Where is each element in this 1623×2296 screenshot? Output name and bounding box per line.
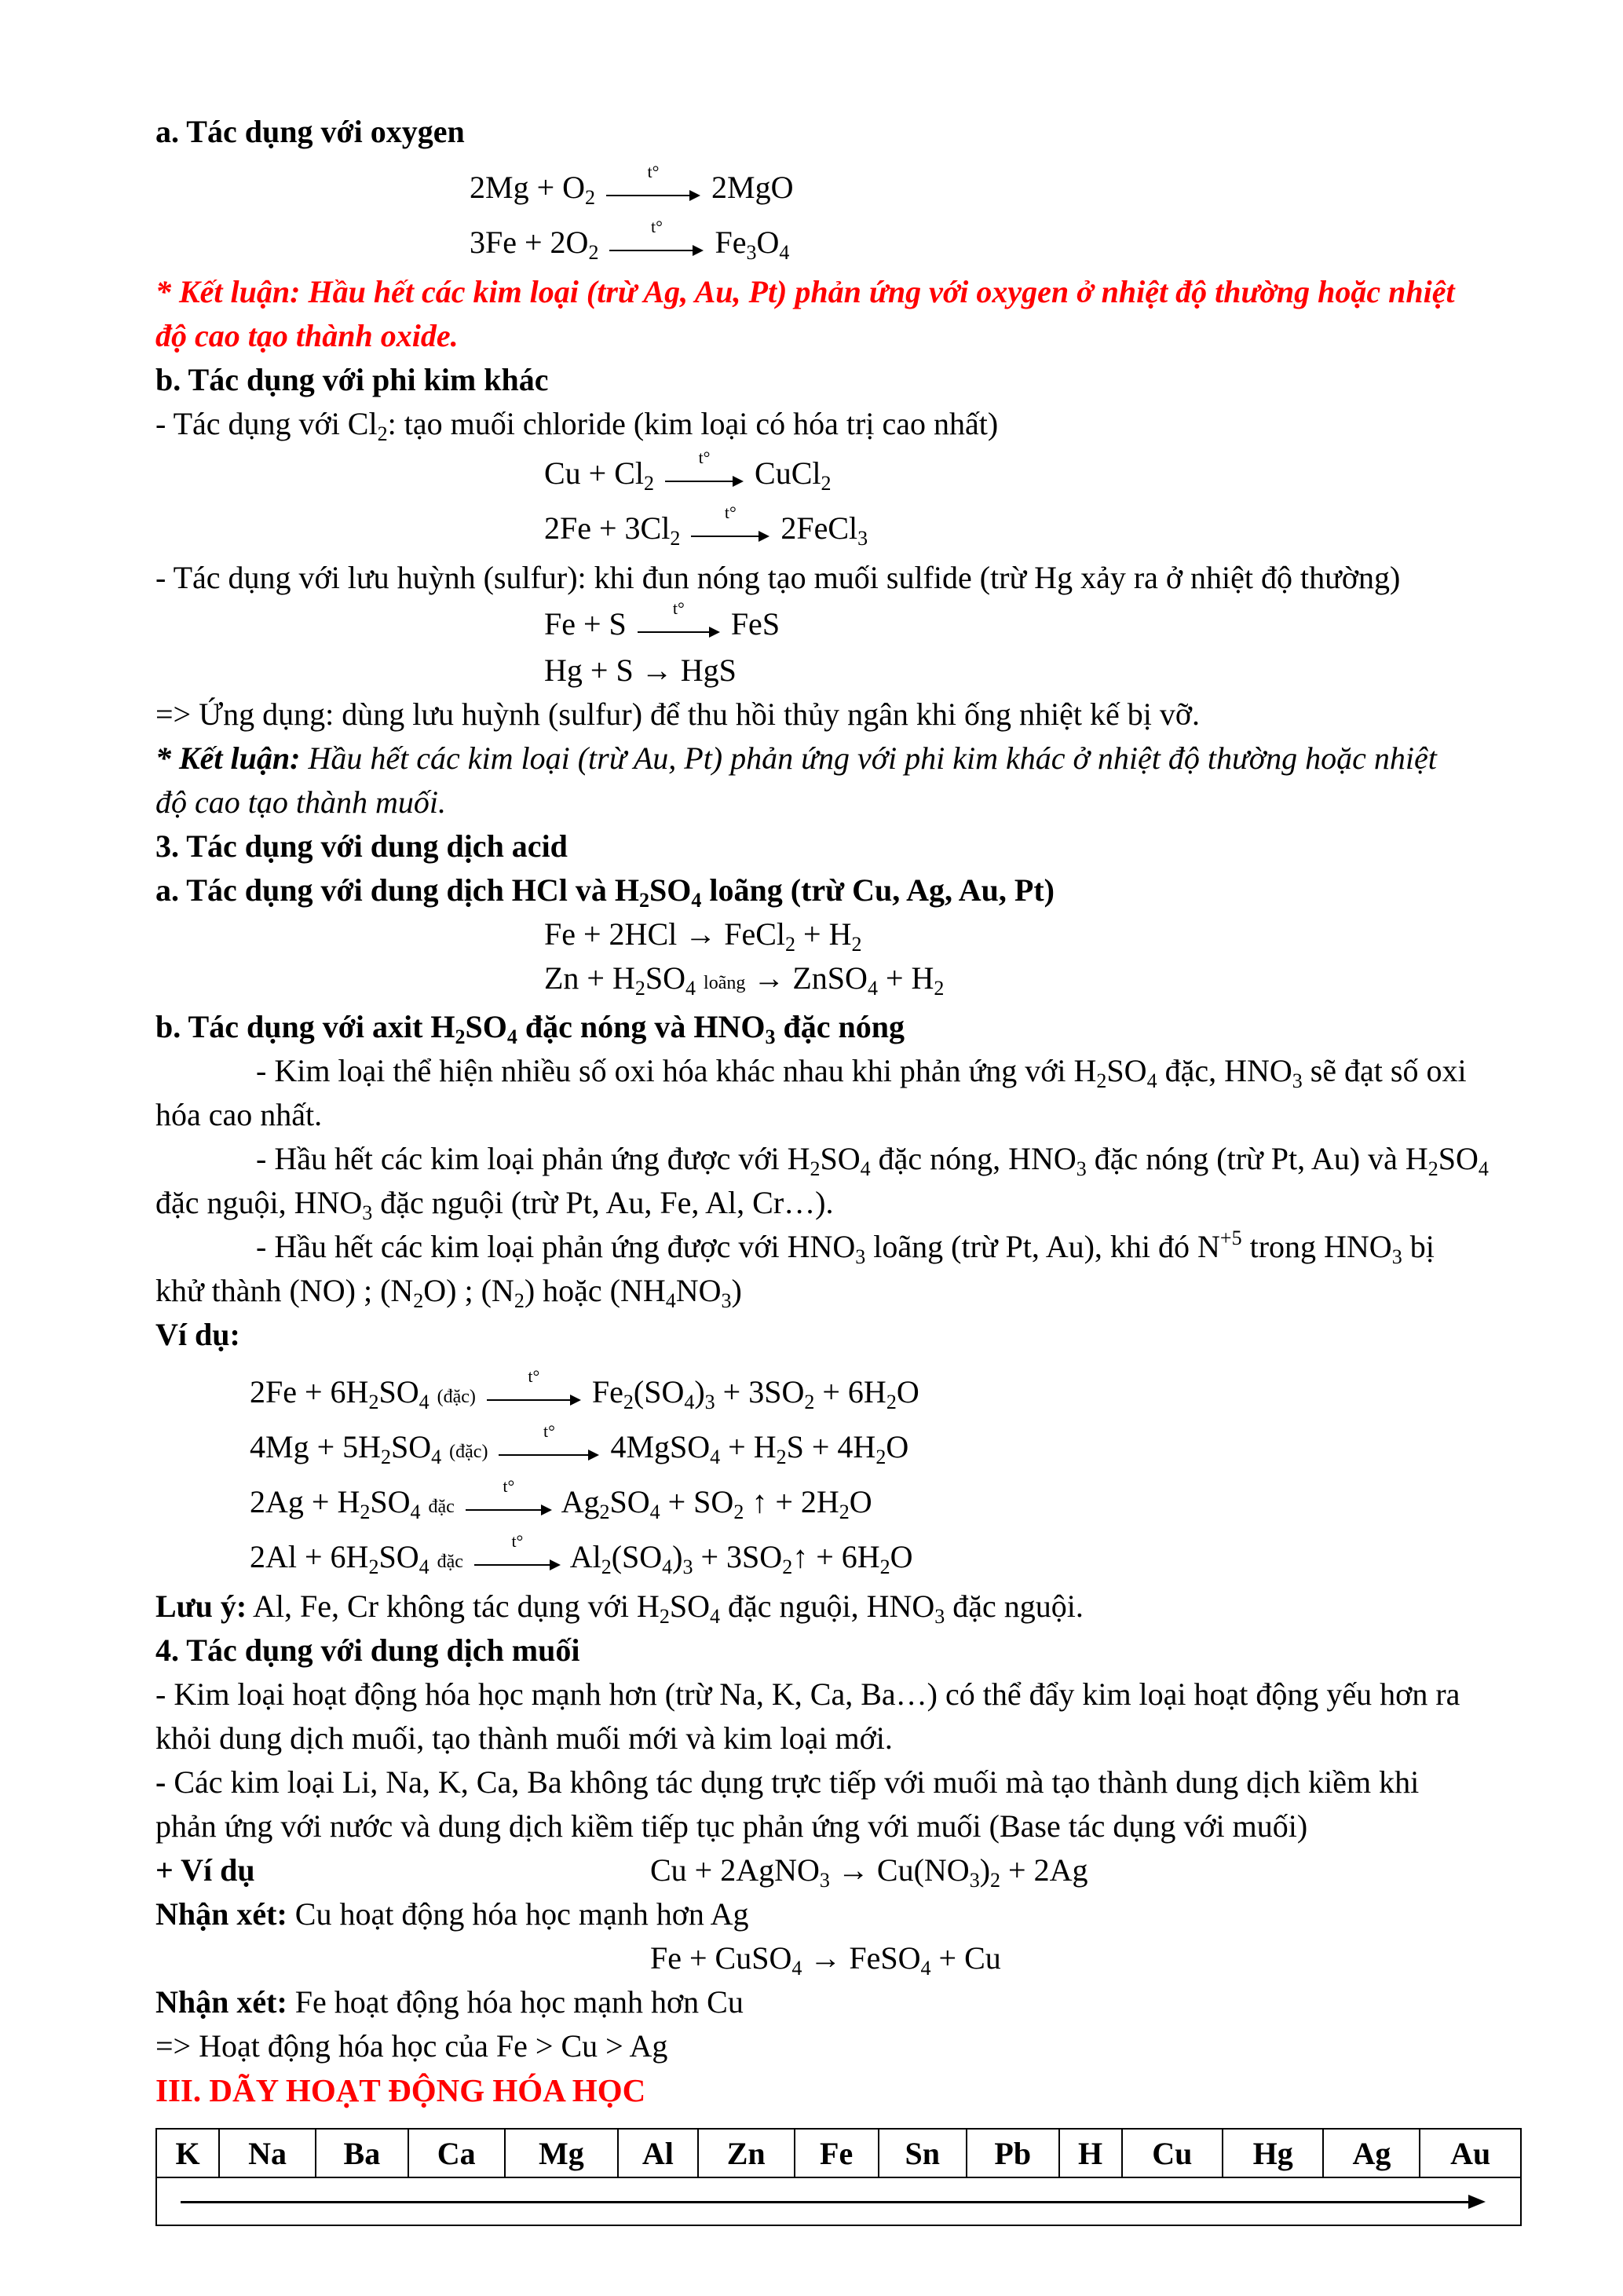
section-iii-title: III. DÃY HOẠT ĐỘNG HÓA HỌC — [155, 2072, 646, 2108]
equation-fe-oxygen: $3Fe + 2O_2$ t° $Fe_3O_4$ — [470, 216, 790, 264]
equation-ag-conc-h2so4: $2Ag + H_2SO_4$ đặc t° $Ag_2SO_4 + SO_2$ ↑ + $2H_2O$ — [250, 1475, 872, 1523]
heat-arrow: t° — [609, 234, 704, 258]
paragraph-dilute-hno3: - Hầu hết các kim loại phản ứng được với $HNO_3$ loãng (trừ Pt, Au), khi đó $N^{+5}$ trong $HNO_3$ bị — [256, 1227, 1435, 1268]
salt-paragraph-1: - Kim loại hoạt động hóa học mạnh hơn (trừ Na, K, Ca, Ba…) có thể đẩy kim loại hoạt động yếu hơn ra — [155, 1676, 1460, 1712]
equation-fe-conc-h2so4: $2Fe + 6H_2SO_4$ (đặc) t° $Fe_2(SO_4)_3 + 3SO_2 + 6H_2O$ — [250, 1366, 919, 1413]
example-label: Ví dụ: — [155, 1317, 240, 1352]
equation-fe-cuso4: Fe + CuSO$_4$ → FeSO$_4$ + Cu — [650, 1940, 1001, 1980]
paragraph-hot-acid-line2: đặc nguội, $HNO_3$ đặc nguội (trừ Pt, Au, Fe, Al, Cr…). — [155, 1185, 834, 1224]
equation-fe-chlorine: $2Fe + 3Cl_2$ t° 2FeCl$_3$ — [544, 502, 868, 550]
heat-arrow: t° — [499, 1439, 599, 1462]
paragraph-dilute-hno3-line2: khử thành (NO) ; $(N_2O)$ ; $(N_2)$ hoặc $(NH_4NO_3)$ — [155, 1273, 742, 1312]
activity-series-arrow-row — [155, 2177, 1522, 2226]
conclusion-nonmetal: * Kết luận: Hầu hết các kim loại (trừ Au, Pt) phản ứng với phi kim khác ở nhiệt độ thường hoặc nhiệt — [155, 740, 1437, 776]
conclusion-nonmetal-line2: độ cao tạo thành muối. — [155, 784, 446, 820]
chlorine-intro: - Tác dụng với $Cl_2$: tạo muối chloride (kim loại có hóa trị cao nhất) — [155, 406, 999, 445]
paragraph-oxidation: - Kim loại thể hiện nhiều số oxi hóa khác nhau khi phản ứng với $H_2SO_4$ đặc, $HNO_3$ sẽ đạt số oxi — [256, 1053, 1467, 1092]
activity-series-table — [155, 2128, 1522, 2178]
document-body — [155, 110, 1522, 2112]
series-cell: Ag — [1323, 2129, 1420, 2177]
paragraph-oxidation-line2: hóa cao nhất. — [155, 1097, 323, 1132]
arrow-head-icon — [1468, 2195, 1486, 2209]
series-cell: Ca — [408, 2129, 505, 2177]
equation-mg-conc-h2so4: $4Mg + 5H_2SO_4$ (đặc) t° 4MgSO$_4$ + $H_2S + 4H_2O$ — [250, 1420, 909, 1468]
heat-arrow: t° — [638, 616, 720, 639]
section-3b-title: b. Tác dụng với axit $H_2SO_4$ đặc nóng và $HNO_3$ đặc nóng — [155, 1009, 905, 1048]
series-cell: Na — [219, 2129, 316, 2177]
section-b-title: b. Tác dụng với phi kim khác — [155, 362, 549, 397]
example-cu-agno3: + Ví dụ Cu + 2AgNO$_3$ → $Cu(NO_3)_2 + 2Ag$ — [155, 1852, 1088, 1892]
heat-arrow: t° — [606, 179, 700, 203]
section-3a-title: a. Tác dụng với dung dịch HCl và $H_2SO_4$ loãng (trừ Cu, Ag, Au, Pt) — [155, 872, 1055, 912]
section-3-title: 3. Tác dụng với dung dịch acid — [155, 828, 568, 864]
section-a-title: a. Tác dụng với oxygen — [155, 114, 465, 149]
series-cell: Ba — [316, 2129, 408, 2177]
equation-zn-h2so4: $Zn + H_2SO_4$ loãng → ZnSO$_4$ + $H_2$ — [544, 960, 945, 1000]
heat-arrow: t° — [691, 520, 769, 543]
activity-order: => Hoạt động hóa học của Fe > Cu > Ag — [155, 2028, 668, 2064]
remark-cu: Nhận xét: Cu hoạt động hóa học mạnh hơn Ag — [155, 1896, 749, 1932]
note: Lưu ý: Al, Fe, Cr không tác dụng với $H_2SO_4$ đặc nguội, $HNO_3$ đặc nguội. — [155, 1589, 1084, 1628]
equation-fe-hcl: Fe + 2HCl → FeCl$_2$ + $H_2$ — [544, 916, 862, 956]
series-cell: Mg — [505, 2129, 618, 2177]
series-cell: H — [1059, 2129, 1122, 2177]
heat-arrow: t° — [466, 1493, 552, 1517]
series-cell: K — [156, 2129, 219, 2177]
conclusion-oxygen-line2: độ cao tạo thành oxide. — [155, 318, 459, 353]
equation-hg-sulfur: Hg + S → HgS — [544, 653, 737, 688]
heat-arrow: t° — [665, 465, 744, 488]
salt-paragraph-2-line2: phản ứng với nước và dung dịch kiềm tiếp tục phản ứng với muối (Base tác dụng với muối) — [155, 1808, 1308, 1844]
salt-paragraph-1-line2: khỏi dung dịch muối, tạo thành muối mới và kim loại mới. — [155, 1720, 893, 1756]
series-cell: Pb — [967, 2129, 1059, 2177]
decreasing-activity-arrow — [181, 2201, 1473, 2203]
series-cell: Zn — [698, 2129, 795, 2177]
series-cell: Cu — [1122, 2129, 1223, 2177]
series-cell: Al — [618, 2129, 698, 2177]
series-cell: Fe — [795, 2129, 879, 2177]
heat-arrow: t° — [487, 1384, 581, 1407]
remark-fe: Nhận xét: Fe hoạt động hóa học mạnh hơn Cu — [155, 1984, 744, 2020]
section-4-title: 4. Tác dụng với dung dịch muối — [155, 1632, 580, 1668]
series-cell: Sn — [879, 2129, 967, 2177]
equation-al-conc-h2so4: $2Al + 6H_2SO_4$ đặc t° $Al_2(SO_4)_3$ + $3SO_2↑ + 6H_2O$ — [250, 1530, 913, 1578]
paragraph-hot-acid: - Hầu hết các kim loại phản ứng được với $H_2SO_4$ đặc nóng, $HNO_3$ đặc nóng (trừ Pt, Au) và $H_2SO_4$ — [256, 1141, 1489, 1180]
sulfur-intro: - Tác dụng với lưu huỳnh (sulfur): khi đun nóng tạo muối sulfide (trừ Hg xảy ra ở nhiệt độ thường) — [155, 560, 1401, 595]
salt-paragraph-2: - Các kim loại Li, Na, K, Ca, Ba không tác dụng trực tiếp với muối mà tạo thành dung dịch kiềm khi — [155, 1764, 1420, 1800]
conclusion-oxygen: * Kết luận: Hầu hết các kim loại (trừ Ag, Au, Pt) phản ứng với oxygen ở nhiệt độ thường hoặc nhiệt — [155, 274, 1455, 309]
equation-cu-chlorine: $Cu + Cl_2$ t° CuCl$_2$ — [544, 447, 832, 495]
application-note: => Ứng dụng: dùng lưu huỳnh (sulfur) để thu hồi thủy ngân khi ống nhiệt kế bị vỡ. — [155, 696, 1200, 732]
equation-mg-oxygen: $2Mg + O_2$ t° 2MgO — [470, 161, 794, 209]
series-cell: Au — [1420, 2129, 1521, 2177]
heat-arrow: t° — [474, 1548, 561, 1572]
equation-fe-sulfur: Fe + S t° FeS — [544, 598, 780, 642]
series-cell: Hg — [1223, 2129, 1323, 2177]
